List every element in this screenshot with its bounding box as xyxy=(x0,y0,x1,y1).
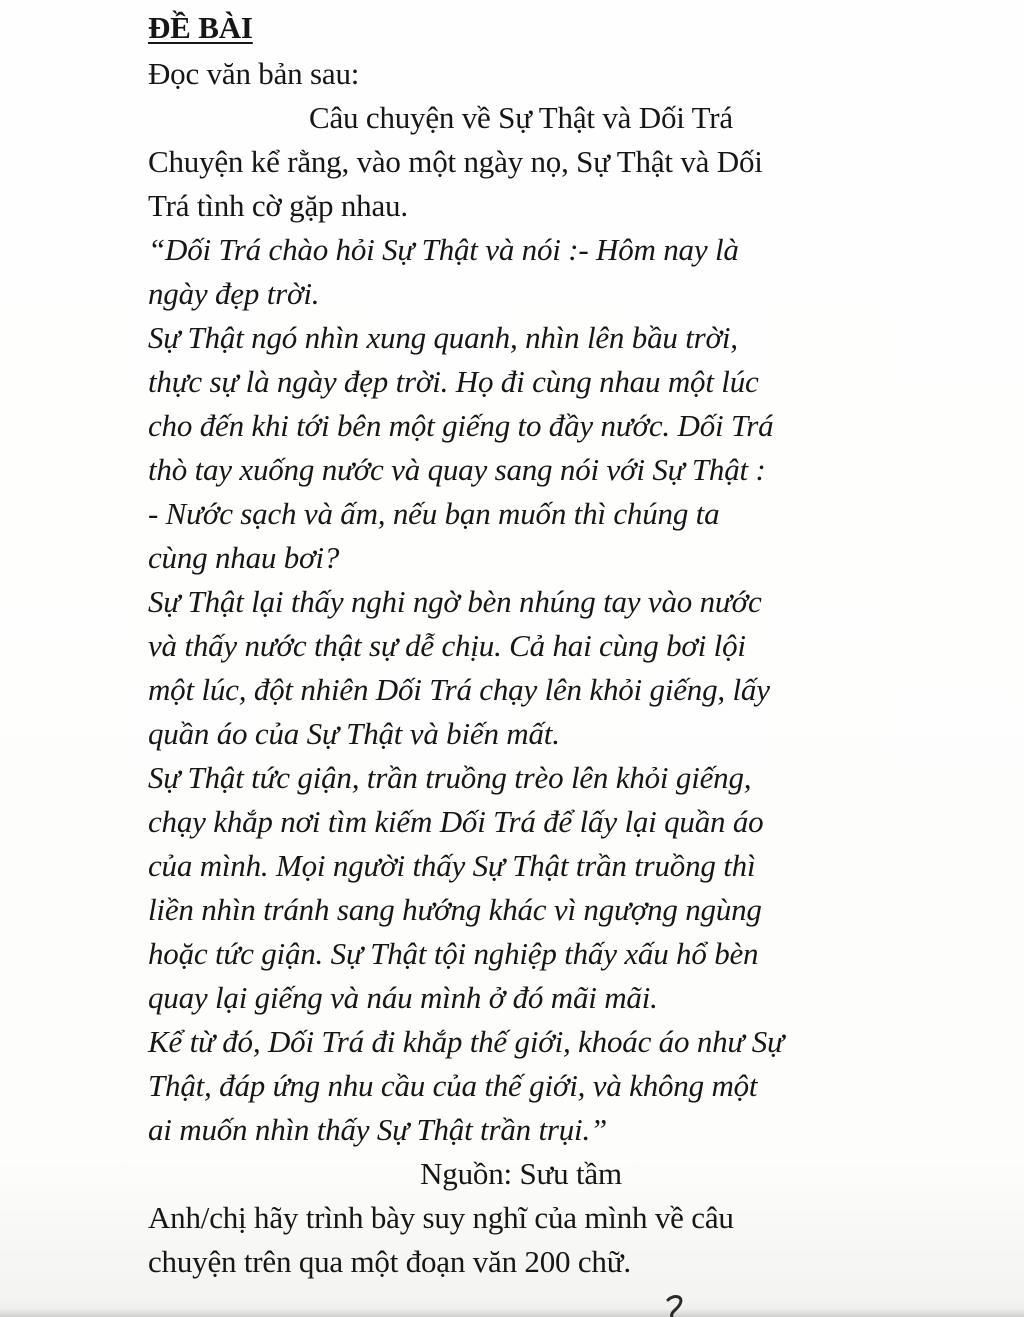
doc-line: Kể từ đó, Dối Trá đi khắp thế giới, khoác áo như Sự xyxy=(148,1024,784,1059)
doc-line: thò tay xuống nước và quay sang nói với Sự Thật : xyxy=(148,452,766,487)
doc-line: chạy khắp nơi tìm kiếm Dối Trá để lấy lại quần áo xyxy=(148,804,764,839)
doc-line: quay lại giếng và náu mình ở đó mãi mãi. xyxy=(148,980,658,1015)
prompt-line: Anh/chị hãy trình bày suy nghĩ của mình về câu xyxy=(148,1200,734,1235)
photo-bottom-edge xyxy=(0,1309,1024,1317)
doc-line: ngày đẹp trời. xyxy=(148,276,320,311)
doc-line: Sự Thật ngó nhìn xung quanh, nhìn lên bầu trời, xyxy=(148,320,738,355)
story-title: Câu chuyện về Sự Thật và Dối Trá xyxy=(309,100,733,135)
doc-line: Sự Thật lại thấy nghi ngờ bèn nhúng tay vào nước xyxy=(148,584,762,619)
doc-line: - Nước sạch và ấm, nếu bạn muốn thì chúng ta xyxy=(148,496,720,531)
doc-line: Trá tình cờ gặp nhau. xyxy=(148,188,408,223)
doc-line: Thật, đáp ứng nhu cầu của thế giới, và không một xyxy=(148,1068,758,1103)
doc-line: của mình. Mọi người thấy Sự Thật trần truồng thì xyxy=(148,848,756,883)
doc-line: hoặc tức giận. Sự Thật tội nghiệp thấy xấu hổ bèn xyxy=(148,936,759,971)
doc-line: cùng nhau bơi? xyxy=(148,540,340,575)
doc-line: liền nhìn tránh sang hướng khác vì ngượng ngùng xyxy=(148,892,762,927)
doc-line: cho đến khi tới bên một giếng to đầy nước. Dối Trá xyxy=(148,408,774,443)
text-column xyxy=(148,4,894,1284)
doc-line: Sự Thật tức giận, trần truồng trèo lên khỏi giếng, xyxy=(148,760,752,795)
doc-line: thực sự là ngày đẹp trời. Họ đi cùng nhau một lúc xyxy=(148,364,759,399)
doc-line: một lúc, đột nhiên Dối Trá chạy lên khỏi giếng, lấy xyxy=(148,672,770,707)
doc-line: quần áo của Sự Thật và biến mất. xyxy=(148,716,560,751)
source-line: Nguồn: Sưu tầm xyxy=(420,1156,622,1191)
prompt-line: chuyện trên qua một đoạn văn 200 chữ. xyxy=(148,1244,631,1279)
doc-line: “Dối Trá chào hỏi Sự Thật và nói :- Hôm nay là xyxy=(148,232,739,267)
doc-line: ai muốn nhìn thấy Sự Thật trần trụi.” xyxy=(148,1112,608,1147)
doc-line: Đọc văn bản sau: xyxy=(148,56,360,91)
doc-line: Chuyện kể rằng, vào một ngày nọ, Sự Thật và Dối xyxy=(148,144,763,179)
assignment-heading: ĐỀ BÀI xyxy=(148,10,253,45)
doc-line: và thấy nước thật sự dễ chịu. Cả hai cùng bơi lội xyxy=(148,628,746,663)
